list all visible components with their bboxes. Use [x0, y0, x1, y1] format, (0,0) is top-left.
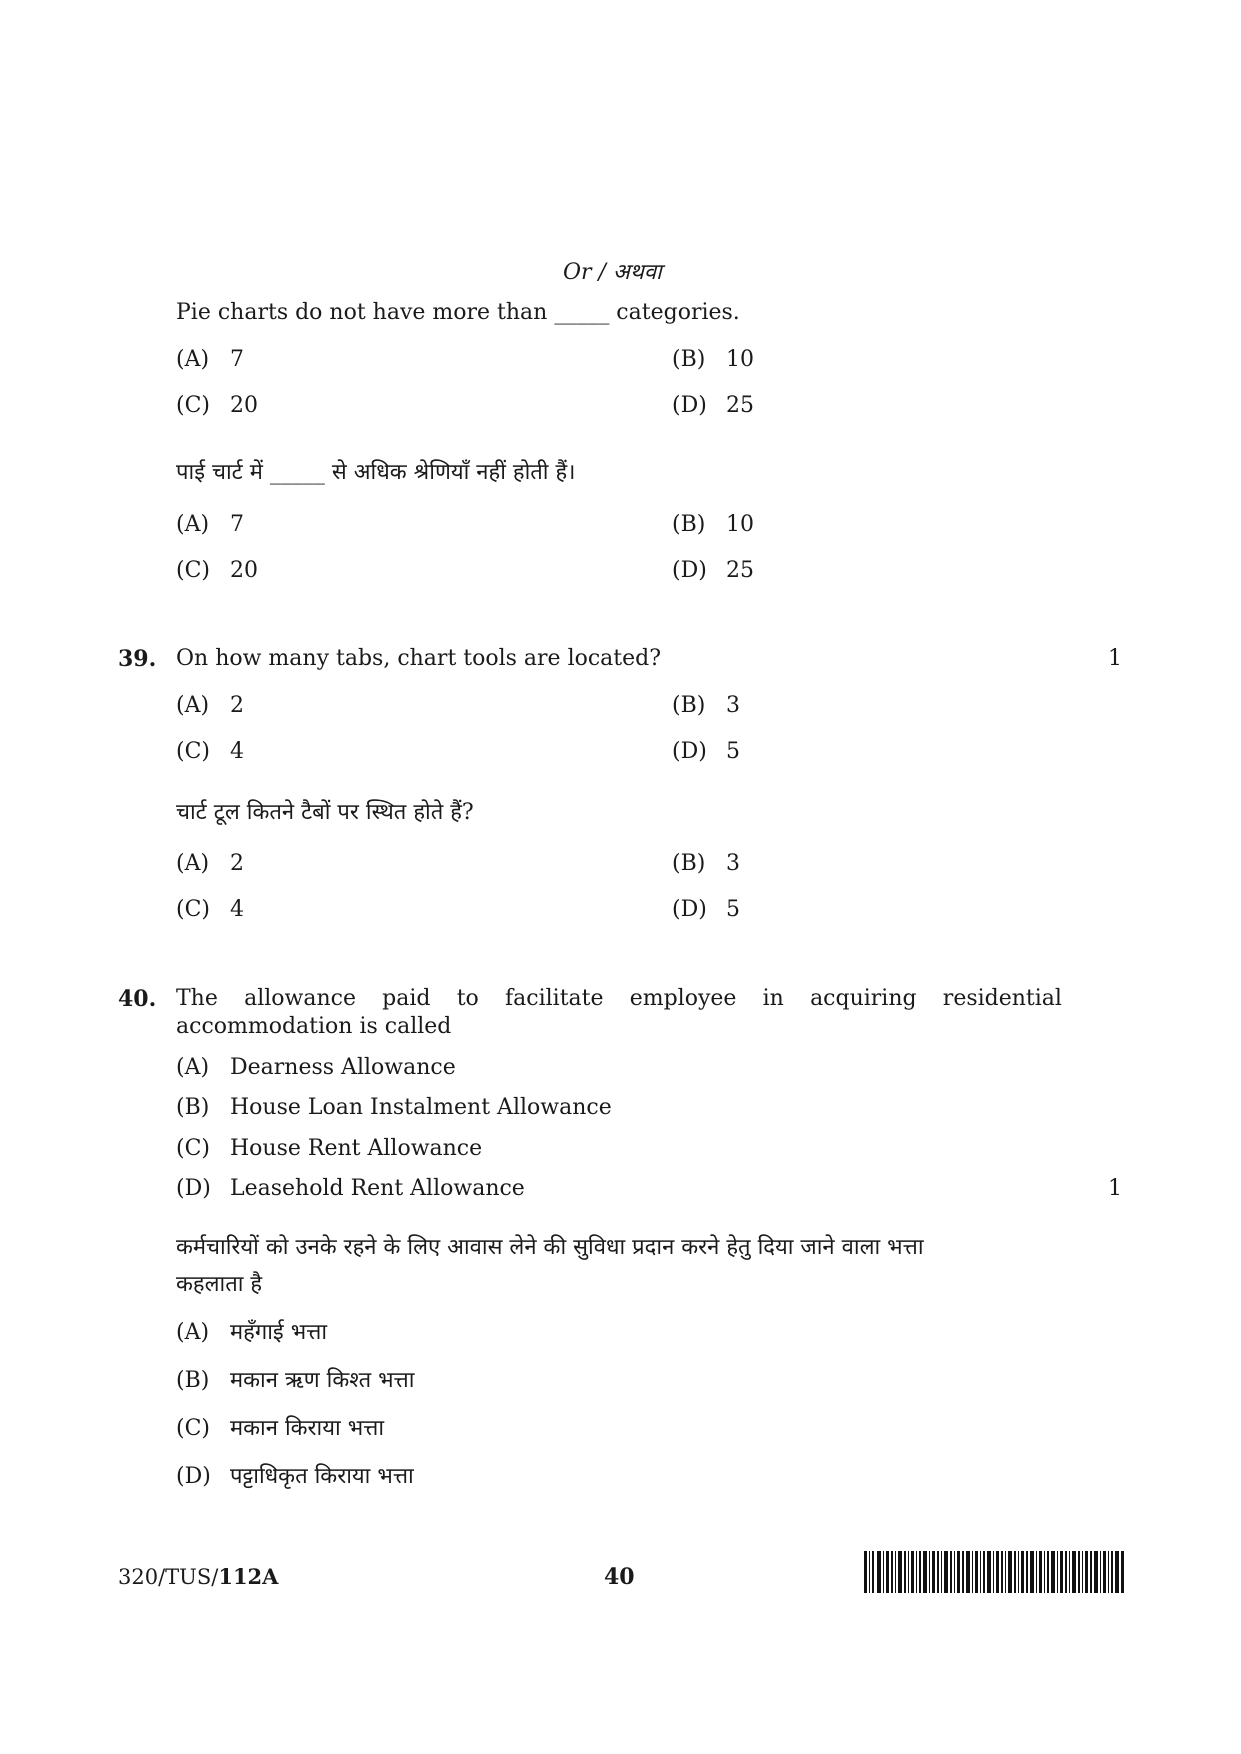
word: paid — [382, 986, 431, 1011]
q39-hi-option-b: (B) 3 — [672, 851, 740, 876]
q39-number: 39. — [118, 646, 157, 672]
word: The — [176, 986, 218, 1011]
q40-en-option-a: (A) Dearness Allowance — [176, 1055, 456, 1080]
q39-hi-option-a: (A) 2 — [176, 851, 244, 876]
q40-en-option-c: (C) House Rent Allowance — [176, 1136, 483, 1161]
word: acquiring — [810, 986, 917, 1011]
q39-question-hi: चार्ट टूल कितने टैबों पर स्थित होते हैं? — [176, 800, 474, 825]
q38-alt-hi-option-c: (C) 20 — [176, 558, 258, 583]
word: in — [762, 986, 784, 1011]
q38-alt-en-option-a: (A) 7 — [176, 347, 244, 372]
word: to — [456, 986, 479, 1011]
or-heading: Or / अथवा — [563, 260, 662, 285]
q39-question-en: On how many tabs, chart tools are located? — [176, 646, 662, 671]
q40-hi-option-d: (D) पट्टाधिकृत किराया भत्ता — [176, 1464, 414, 1489]
q40-en-option-b: (B) House Loan Instalment Allowance — [176, 1095, 612, 1120]
word: facilitate — [505, 986, 604, 1011]
word: residential — [942, 986, 1062, 1011]
q38-alt-en-option-d: (D) 25 — [672, 393, 754, 418]
q40-question-en-line2: accommodation is called — [176, 1014, 452, 1039]
q38-alt-hi-option-a: (A) 7 — [176, 512, 244, 537]
q40-hi-option-b: (B) मकान ऋण किश्त भत्ता — [176, 1368, 415, 1393]
paper-code: 320/TUS/112A — [118, 1564, 279, 1589]
q38-alt-question-hi: पाई चार्ट में _____ से अधिक श्रेणियाँ नहीं होती हैं। — [176, 460, 576, 485]
q40-hi-option-a: (A) महँगाई भत्ता — [176, 1320, 328, 1345]
page-number: 40 — [604, 1564, 635, 1590]
q39-hi-option-d: (D) 5 — [672, 897, 740, 922]
q39-hi-option-c: (C) 4 — [176, 897, 244, 922]
q40-question-hi-line1: कर्मचारियों को उनके रहने के लिए आवास लेने की सुविधा प्रदान करने हेतु दिया जाने वाला भत्ता — [176, 1235, 924, 1260]
q39-en-option-c: (C) 4 — [176, 739, 244, 764]
q39-en-option-b: (B) 3 — [672, 693, 740, 718]
q38-alt-en-option-b: (B) 10 — [672, 347, 754, 372]
q38-alt-hi-option-b: (B) 10 — [672, 512, 754, 537]
q40-marks: 1 — [1108, 1176, 1122, 1201]
barcode-icon — [864, 1551, 1124, 1593]
q39-en-option-a: (A) 2 — [176, 693, 244, 718]
q38-alt-en-option-c: (C) 20 — [176, 393, 258, 418]
q39-en-option-d: (D) 5 — [672, 739, 740, 764]
q39-marks: 1 — [1108, 646, 1122, 671]
q38-alt-hi-option-d: (D) 25 — [672, 558, 754, 583]
q40-question-en-line1 — [176, 988, 1062, 1010]
word: employee — [629, 986, 737, 1011]
q40-hi-option-c: (C) मकान किराया भत्ता — [176, 1416, 385, 1441]
q40-question-hi-line2: कहलाता है — [176, 1272, 263, 1297]
q40-number: 40. — [118, 986, 157, 1012]
q40-en-option-d: (D) Leasehold Rent Allowance — [176, 1176, 525, 1201]
word: allowance — [244, 986, 356, 1011]
q38-alt-question-en: Pie charts do not have more than _____ categories. — [176, 300, 740, 325]
